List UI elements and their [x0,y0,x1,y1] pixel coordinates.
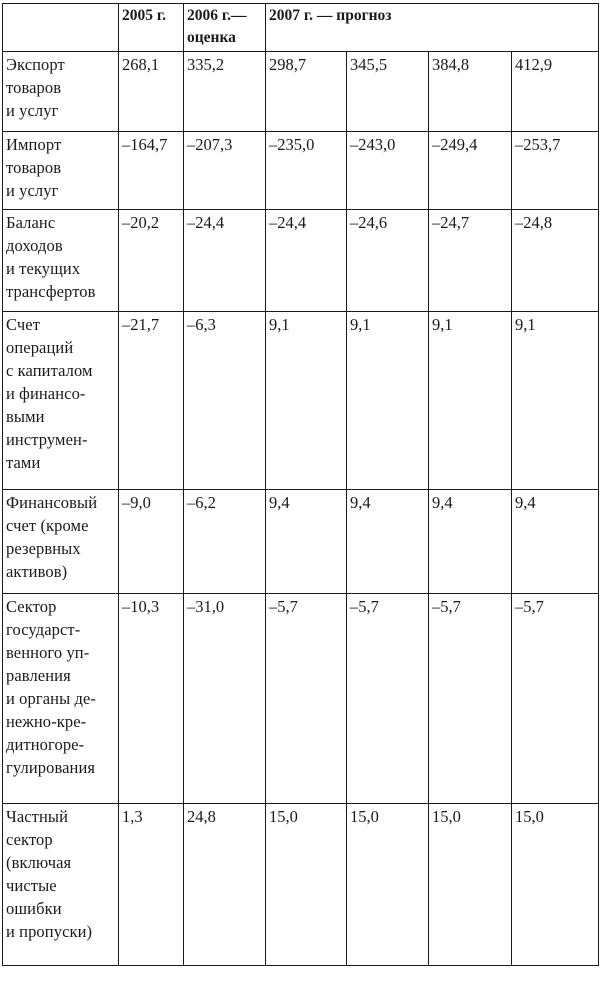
value-cell: –24,4 [184,210,266,312]
value-cell: –235,0 [266,132,347,210]
value-cell: –207,3 [184,132,266,210]
value-cell: 9,4 [347,490,429,594]
table-row-income-balance [3,210,599,312]
value-cell: 9,4 [266,490,347,594]
value-cell: 412,9 [512,52,599,132]
value-cell: –5,7 [347,594,429,804]
table-row-private-sector [3,804,599,966]
value-cell: –24,8 [512,210,599,312]
value-cell: 9,1 [266,312,347,490]
row-label: Финансовый счет (кроме резервных активов) [3,490,119,594]
row-label: Экспорт товаров и услуг [3,52,119,132]
table-row-export [3,52,599,132]
value-cell: –10,3 [119,594,184,804]
value-cell: 15,0 [429,804,512,966]
value-cell: 9,4 [512,490,599,594]
value-cell: –31,0 [184,594,266,804]
row-label: Сектор государст- венного уп- равления и органы де- нежно-кре- дитногоре- гулирования [3,594,119,804]
value-cell: –164,7 [119,132,184,210]
value-cell: –249,4 [429,132,512,210]
value-cell: 9,1 [429,312,512,490]
value-cell: –6,2 [184,490,266,594]
table-row-import [3,132,599,210]
value-cell: –253,7 [512,132,599,210]
value-cell: 24,8 [184,804,266,966]
value-cell: –5,7 [266,594,347,804]
value-cell: 384,8 [429,52,512,132]
value-cell: 9,4 [429,490,512,594]
value-cell: –9,0 [119,490,184,594]
row-label: Баланс доходов и текущих трансфертов [3,210,119,312]
value-cell: –243,0 [347,132,429,210]
value-cell: 15,0 [266,804,347,966]
value-cell: 268,1 [119,52,184,132]
value-cell: –6,3 [184,312,266,490]
value-cell: 9,1 [512,312,599,490]
table-row-capital-account [3,312,599,490]
row-label: Импорт товаров и услуг [3,132,119,210]
header-2006: 2006 г.— оценка [184,4,266,52]
value-cell: –24,4 [266,210,347,312]
header-blank-cell [3,4,119,52]
document-page [2,3,599,966]
value-cell: –20,2 [119,210,184,312]
value-cell: –24,6 [347,210,429,312]
value-cell: 1,3 [119,804,184,966]
value-cell: –5,7 [429,594,512,804]
header-row [3,4,599,52]
value-cell: 15,0 [347,804,429,966]
value-cell: 9,1 [347,312,429,490]
row-label: Счет операций с капиталом и финансо- выми инструмен- тами [3,312,119,490]
header-2007-forecast: 2007 г. — прогноз [266,4,599,52]
value-cell: 15,0 [512,804,599,966]
value-cell: 298,7 [266,52,347,132]
value-cell: –21,7 [119,312,184,490]
value-cell: 345,5 [347,52,429,132]
balance-of-payments-table [2,3,599,966]
row-label: Частный сектор (включая чистые ошибки и пропуски) [3,804,119,966]
value-cell: –24,7 [429,210,512,312]
value-cell: 335,2 [184,52,266,132]
table-row-financial-account [3,490,599,594]
table-row-government-sector [3,594,599,804]
header-2005: 2005 г. [119,4,184,52]
value-cell: –5,7 [512,594,599,804]
